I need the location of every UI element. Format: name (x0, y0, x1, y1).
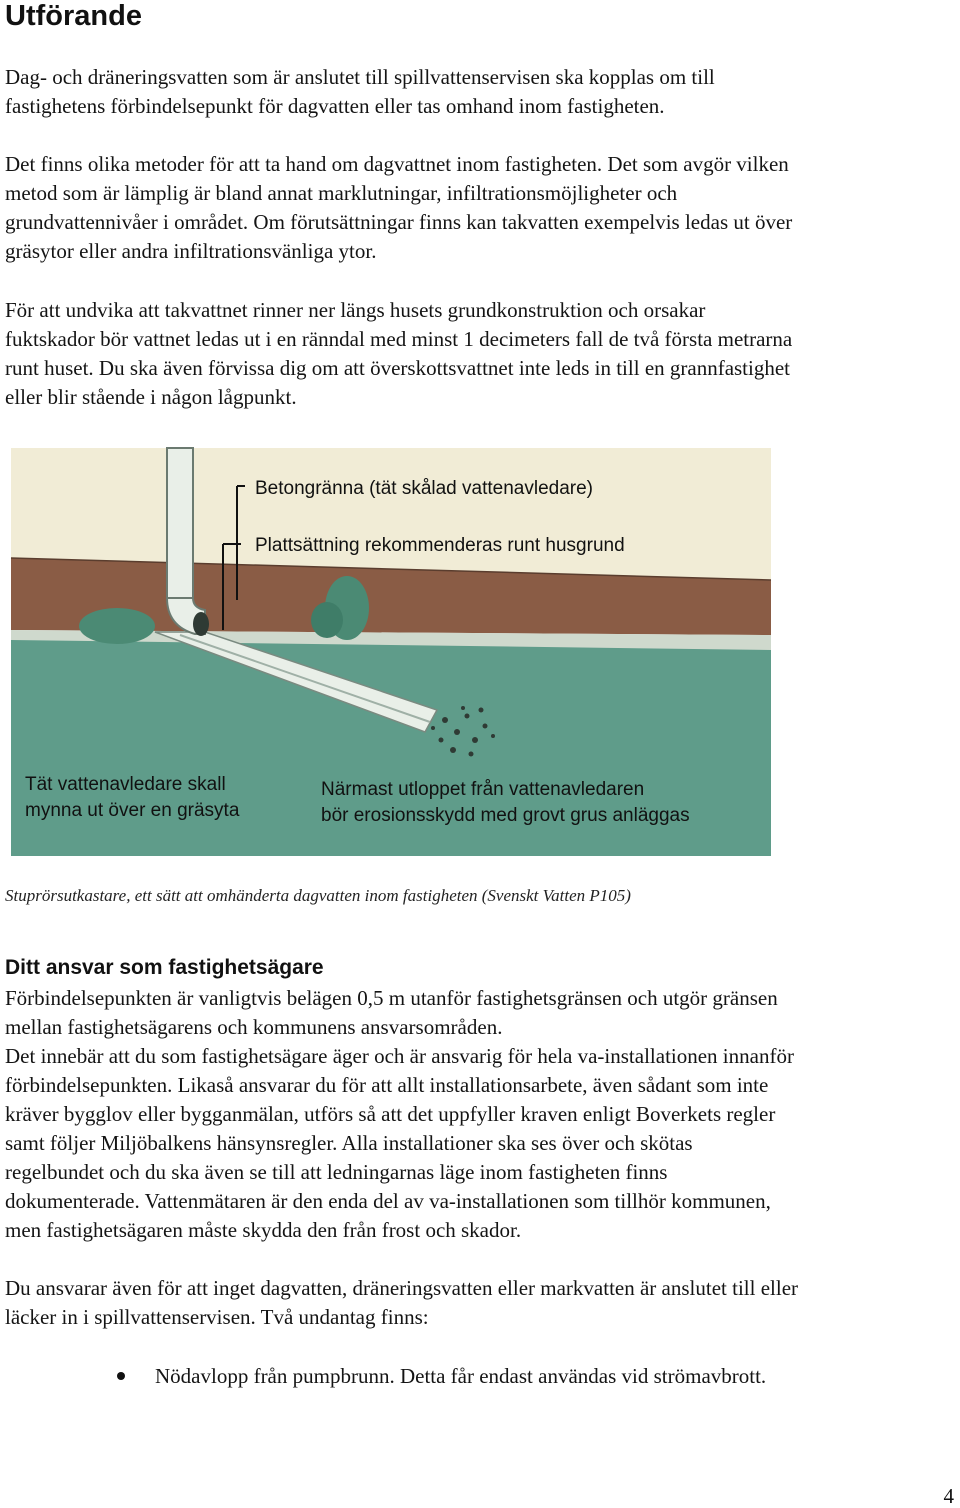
text-line: Dag- och dräneringsvatten som är anslutet till spillvattenservisen ska kopplas om till (5, 65, 715, 89)
text-line: gräsytor eller andra infiltrationsvänliga ytor. (5, 239, 377, 263)
section-heading: Utförande (5, 0, 142, 32)
text-line: fastighetens förbindelsepunkt för dagvatten eller tas omhand inom fastigheten. (5, 94, 665, 118)
text-line: fuktskador bör vattnet ledas ut i en ränndal med minst 1 decimeters fall de två första metrarna (5, 327, 793, 351)
text-line: regelbundet och du ska även se till att ledningarnas läge inom fastigheten finns (5, 1160, 668, 1184)
responsibility-paragraph-2 (5, 1274, 957, 1332)
label-gravel-line1: Närmast utloppet från vattenavledaren (321, 779, 645, 800)
drainage-paragraph (5, 296, 957, 412)
text-line: samt följer Miljöbalkens hänsynsregler. Alla installationer ska ses över och skötas (5, 1131, 693, 1155)
text-line: kräver bygglov eller bygganmälan, utförs så att det uppfyller kraven enligt Boverkets regler (5, 1102, 776, 1126)
shrub (79, 608, 155, 644)
label-gravel-line2: bör erosionsskydd med grovt grus anläggas (321, 805, 690, 826)
page-number: 4 (943, 1484, 954, 1508)
text-line: metod som är lämplig är bland annat marklutningar, infiltrationsmöjligheter och (5, 181, 678, 205)
text-line: men fastighetsägaren måste skydda den från frost och skador. (5, 1218, 522, 1242)
text-line: runt huset. Du ska även förvissa dig om att överskottsvattnet inte leds in till en grannfastighet (5, 356, 791, 380)
text-line: Förbindelsepunkten är vanligtvis belägen 0,5 m utanför fastighetsgränsen och utgör gränsen (5, 986, 778, 1010)
intro-paragraph (5, 63, 957, 121)
text-line: Det innebär att du som fastighetsägare äger och är ansvarig för hela va-installationen innanför (5, 1044, 794, 1068)
label-paving: Plattsättning rekommenderas runt husgrund (255, 535, 625, 556)
text-line: mellan fastighetsägarens och kommunens ansvarsområden. (5, 1015, 503, 1039)
house-wall (11, 448, 771, 580)
responsibility-heading: Ditt ansvar som fastighetsägare (5, 956, 324, 979)
label-channel: Betongränna (tät skålad vattenavledare) (255, 478, 593, 499)
text-line: För att undvika att takvattnet rinner ner längs husets grundkonstruktion och orsakar (5, 298, 706, 322)
figure-caption: Stuprörsutkastare, ett sätt att omhänderta dagvatten inom fastigheten (Svenskt Vatten P105) (5, 886, 631, 905)
text-line: eller blir stående i någon lågpunkt. (5, 385, 297, 409)
methods-paragraph (5, 150, 957, 266)
text-line: förbindelsepunkten. Likaså ansvarar du för att allt installationsarbete, även sådant som inte (5, 1073, 769, 1097)
downspout-pipe (167, 448, 193, 598)
text-line: Det finns olika metoder för att ta hand om dagvattnet inom fastigheten. Det som avgör vilken (5, 152, 789, 176)
label-outlet-line2: mynna ut över en gräsyta (25, 800, 240, 821)
text-line: dokumenterade. Vattenmätaren är den enda del av va-installationen som tillhör kommunen, (5, 1189, 771, 1213)
illustration-svg (5, 440, 771, 856)
bullet-icon (117, 1372, 125, 1380)
text-line: läcker in i spillvattenservisen. Två undantag finns: (5, 1305, 429, 1329)
responsibility-paragraph-1 (5, 984, 957, 1245)
text-line: grundvattennivåer i området. Om förutsättningar finns kan takvatten exempelvis ledas ut över (5, 210, 793, 234)
list-item-text: Nödavlopp från pumpbrunn. Detta får endast användas vid strömavbrott. (155, 1364, 767, 1388)
text-line: Du ansvarar även för att inget dagvatten, dräneringsvatten eller markvatten är anslutet till eller (5, 1276, 799, 1300)
downspout-illustration (5, 440, 771, 856)
label-outlet-line1: Tät vattenavledare skall (25, 774, 226, 795)
shrub (311, 602, 343, 638)
